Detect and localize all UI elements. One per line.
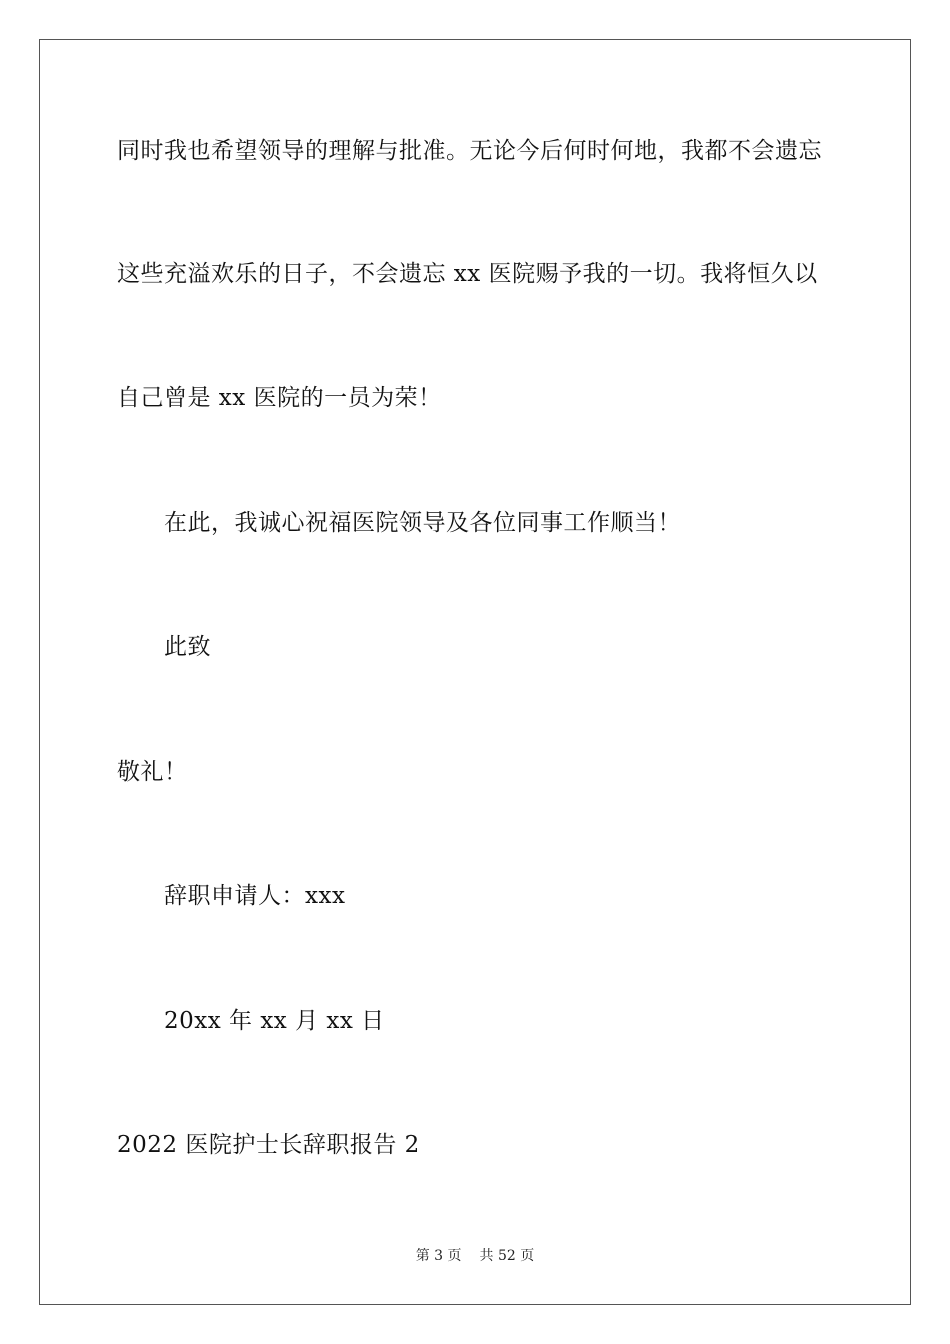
section-title: 2022 医院护士长辞职报告 2 bbox=[117, 1132, 420, 1158]
body-line-1: 同时我也希望领导的理解与批准。无论今后何时何地，我都不会遗忘 bbox=[117, 138, 822, 164]
page-footer bbox=[0, 1247, 950, 1265]
closing-salutation: 此致 bbox=[164, 634, 211, 660]
date-line: 20xx 年 xx 月 xx 日 bbox=[164, 1008, 385, 1034]
closing-respect: 敬礼！ bbox=[117, 759, 188, 785]
body-line-3: 自己曾是 xx 医院的一员为荣！ bbox=[117, 385, 442, 411]
blessing-line: 在此，我诚心祝福医院领导及各位同事工作顺当！ bbox=[164, 510, 681, 536]
signature-line: 辞职申请人：xxx bbox=[164, 883, 346, 909]
body-line-2: 这些充溢欢乐的日子，不会遗忘 xx 医院赐予我的一切。我将恒久以 bbox=[117, 261, 818, 287]
page-number-current: 第 3 页 bbox=[415, 1248, 462, 1264]
page-border bbox=[39, 39, 911, 1305]
page-number-total: 共 52 页 bbox=[479, 1248, 535, 1264]
